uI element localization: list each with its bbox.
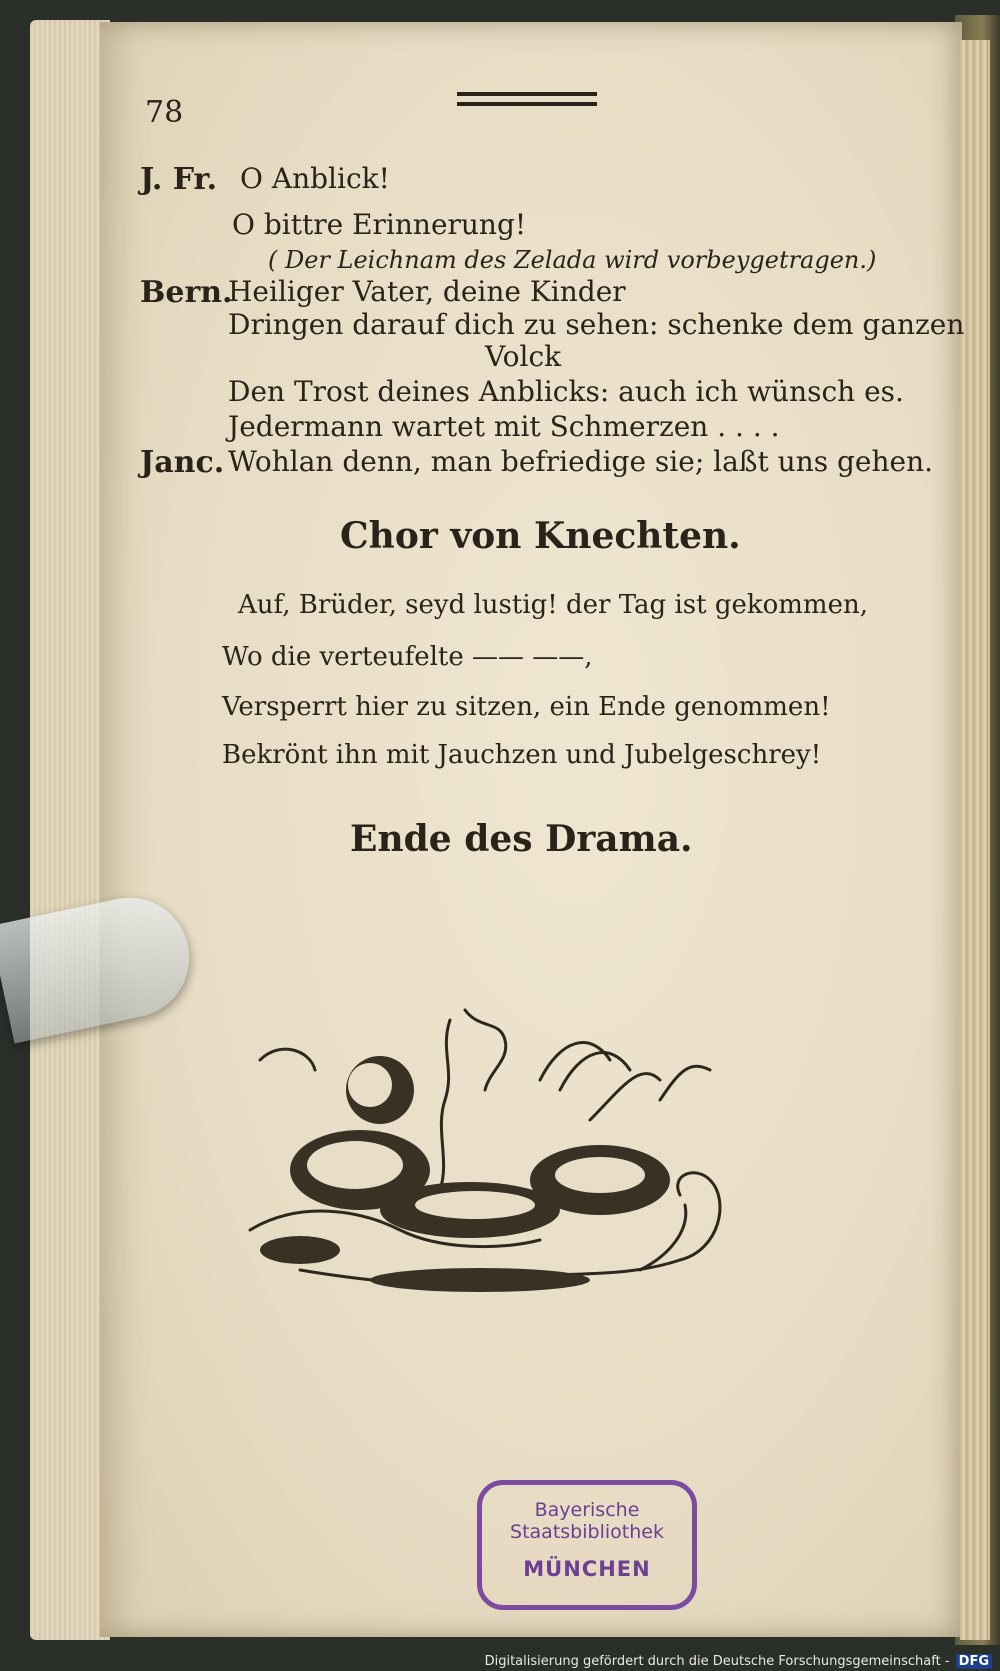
- verse-line: Bekrönt ihn mit Jauchzen und Jubelgeschrey!: [222, 740, 822, 770]
- dialogue-line: O bittre Erinnerung!: [232, 208, 527, 241]
- header-rule: [457, 92, 597, 106]
- stamp-line: Bayerische: [534, 1499, 640, 1521]
- footer-credit: [485, 1654, 992, 1669]
- dialogue-line: Volck: [485, 340, 562, 373]
- verse-line: Auf, Brüder, seyd lustig! der Tag ist gekommen,: [238, 590, 868, 620]
- dialogue-line: Heiliger Vater, deine Kinder: [228, 275, 626, 308]
- speaker-jfr: J. Fr.: [140, 162, 218, 197]
- dialogue-line: Dringen darauf dich zu sehen: schenke dem ganzen: [228, 308, 965, 341]
- stamp-line: Staatsbibliothek: [510, 1521, 664, 1543]
- dialogue-line: Wohlan denn, man befriedige sie; laßt uns gehen.: [228, 445, 934, 478]
- verse-line: Versperrt hier zu sitzen, ein Ende genommen!: [222, 692, 831, 722]
- dfg-logo-icon: DFG: [956, 1654, 992, 1669]
- speaker-janc: Janc.: [140, 445, 225, 480]
- speaker-bern: Bern.: [140, 275, 233, 310]
- dialogue-line: Jedermann wartet mit Schmerzen . . . .: [228, 410, 780, 443]
- page-edges-right: [960, 40, 990, 1640]
- chorus-heading: Chor von Knechten.: [340, 515, 741, 557]
- dialogue-line: Den Trost deines Anblicks: auch ich wünsch es.: [228, 375, 904, 408]
- end-text: Ende des Drama.: [350, 818, 693, 860]
- stage-direction: ( Der Leichnam des Zelada wird vorbeygetragen.): [268, 246, 877, 274]
- cherub-vignette-ornament: [240, 1000, 780, 1330]
- stamp-line: MÜNCHEN: [523, 1557, 651, 1581]
- footer-text: Digitalisierung gefördert durch die Deutsche Forschungsgemeinschaft -: [484, 1654, 950, 1669]
- dialogue-line: O Anblick!: [240, 162, 390, 195]
- page-number: 78: [145, 95, 184, 130]
- library-stamp: [477, 1480, 697, 1610]
- page-edges-left: [30, 20, 110, 1640]
- verse-line: Wo die verteufelte —— ——,: [222, 642, 593, 672]
